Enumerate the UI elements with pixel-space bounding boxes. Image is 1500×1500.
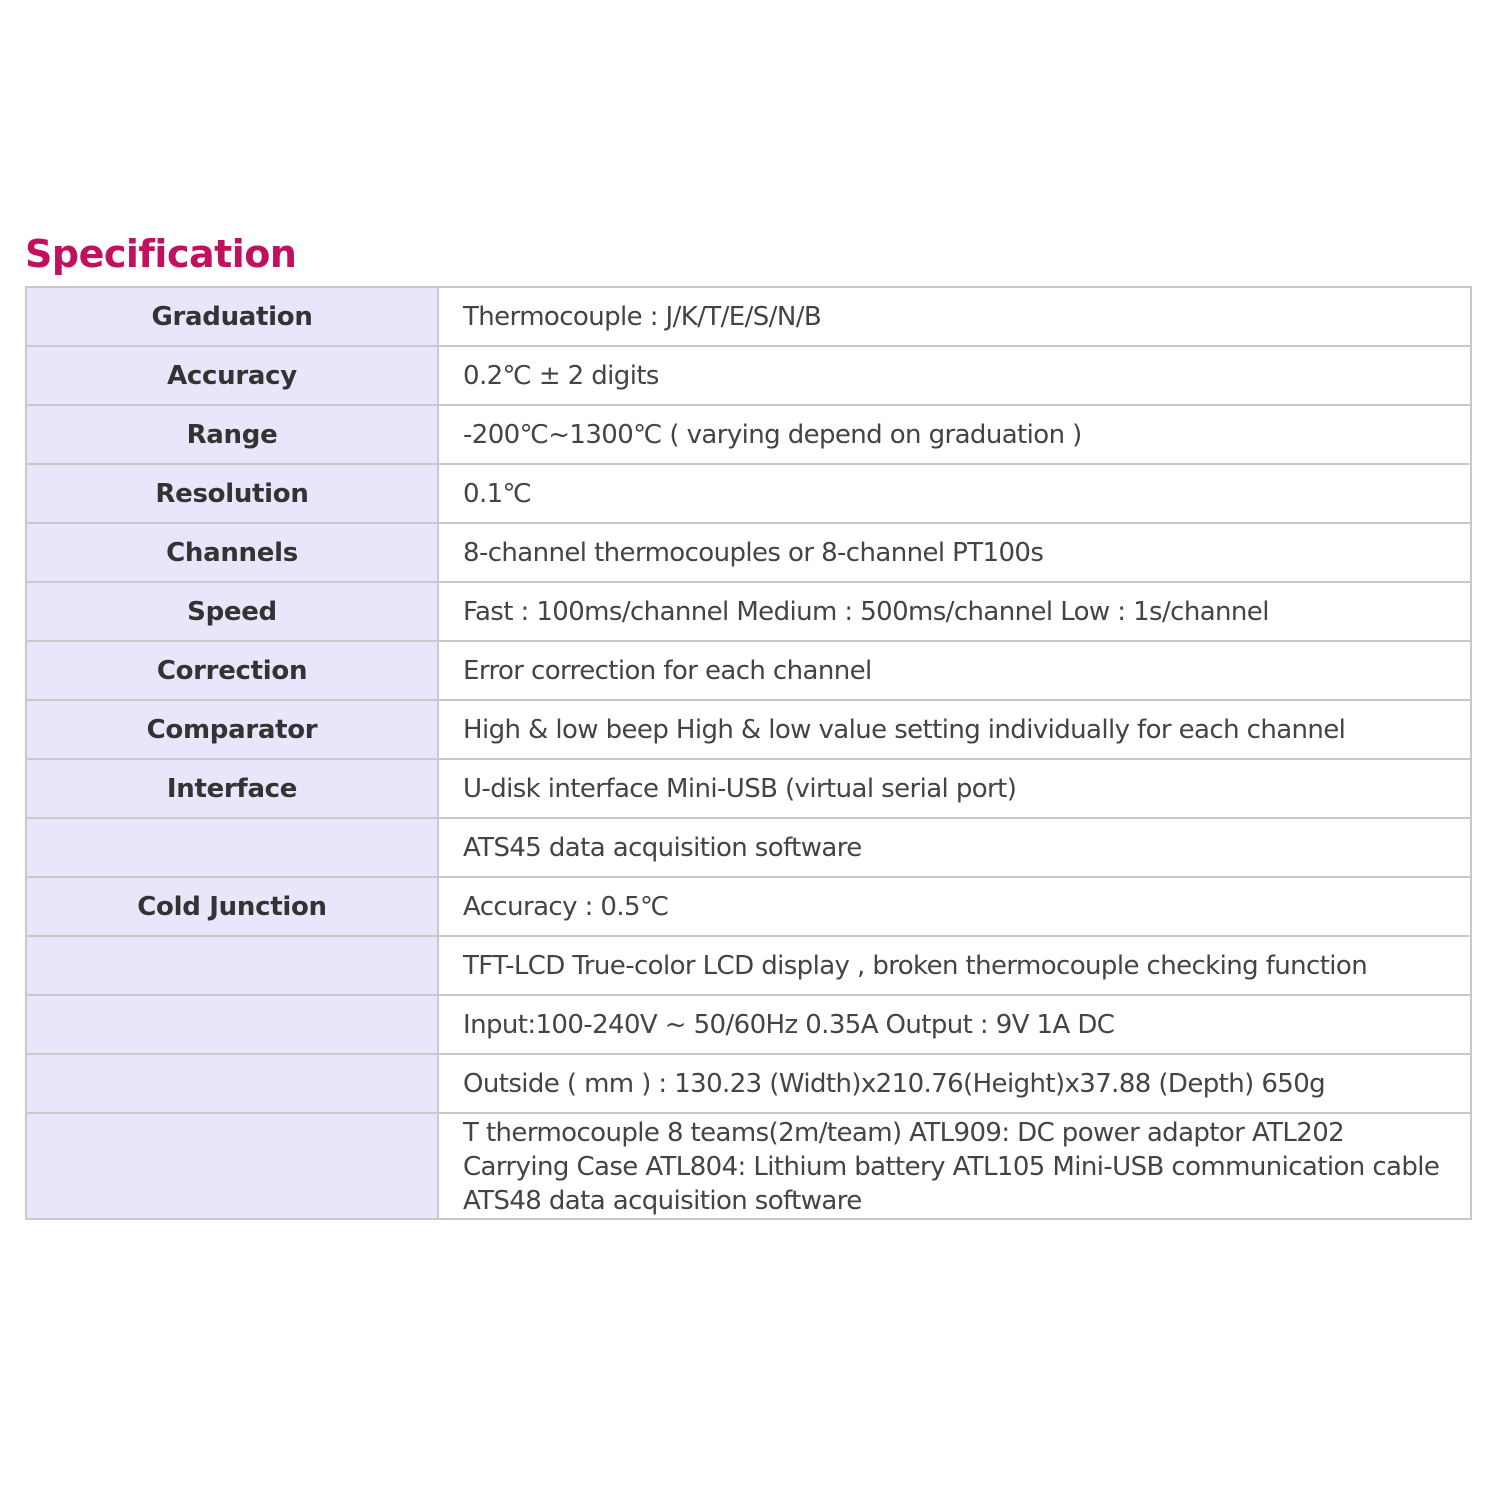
table-row: [26, 759, 1471, 818]
page-title: Specification: [25, 232, 297, 276]
row-label: Resolution: [26, 464, 438, 523]
row-value: Error correction for each channel: [438, 641, 1471, 700]
row-value: High & low beep High & low value setting individually for each channel: [438, 700, 1471, 759]
table-row: [26, 700, 1471, 759]
row-value: Accuracy : 0.5℃: [438, 877, 1471, 936]
row-value: 8-channel thermocouples or 8-channel PT100s: [438, 523, 1471, 582]
table-row: [26, 346, 1471, 405]
table-row: [26, 405, 1471, 464]
table-row: [26, 523, 1471, 582]
row-value: 0.1℃: [438, 464, 1471, 523]
table-row: [26, 464, 1471, 523]
table-row: [26, 877, 1471, 936]
specification-table: [25, 286, 1472, 1220]
row-label: [26, 1113, 438, 1219]
row-value: -200℃~1300℃ ( varying depend on graduation ): [438, 405, 1471, 464]
row-label: Graduation: [26, 287, 438, 346]
row-value: Input:100-240V ~ 50/60Hz 0.35A Output : 9V 1A DC: [438, 995, 1471, 1054]
row-value: Thermocouple : J/K/T/E/S/N/B: [438, 287, 1471, 346]
table-row: [26, 287, 1471, 346]
row-value: Fast : 100ms/channel Medium : 500ms/channel Low : 1s/channel: [438, 582, 1471, 641]
row-label: [26, 936, 438, 995]
table-row: [26, 1113, 1471, 1219]
row-value: Outside ( mm ) : 130.23 (Width)x210.76(Height)x37.88 (Depth) 650g: [438, 1054, 1471, 1113]
row-value: ATS45 data acquisition software: [438, 818, 1471, 877]
row-value: 0.2℃ ± 2 digits: [438, 346, 1471, 405]
table-row: [26, 818, 1471, 877]
row-label: Channels: [26, 523, 438, 582]
row-value: TFT-LCD True-color LCD display , broken thermocouple checking function: [438, 936, 1471, 995]
row-label: [26, 818, 438, 877]
row-value: U-disk interface Mini-USB (virtual serial port): [438, 759, 1471, 818]
row-label: Speed: [26, 582, 438, 641]
row-value: T thermocouple 8 teams(2m/team) ATL909: DC power adaptor ATL202 Carrying Case ATL804: Lithium battery ATL105 Mini-USB communication cable ATS48 data acquisition software: [438, 1113, 1471, 1219]
row-label: Correction: [26, 641, 438, 700]
row-label: Accuracy: [26, 346, 438, 405]
row-label: Cold Junction: [26, 877, 438, 936]
table-row: [26, 582, 1471, 641]
table-row: [26, 995, 1471, 1054]
row-label: [26, 995, 438, 1054]
row-label: Interface: [26, 759, 438, 818]
table-row: [26, 641, 1471, 700]
row-label: Comparator: [26, 700, 438, 759]
row-label: [26, 1054, 438, 1113]
table-row: [26, 936, 1471, 995]
table-row: [26, 1054, 1471, 1113]
row-label: Range: [26, 405, 438, 464]
